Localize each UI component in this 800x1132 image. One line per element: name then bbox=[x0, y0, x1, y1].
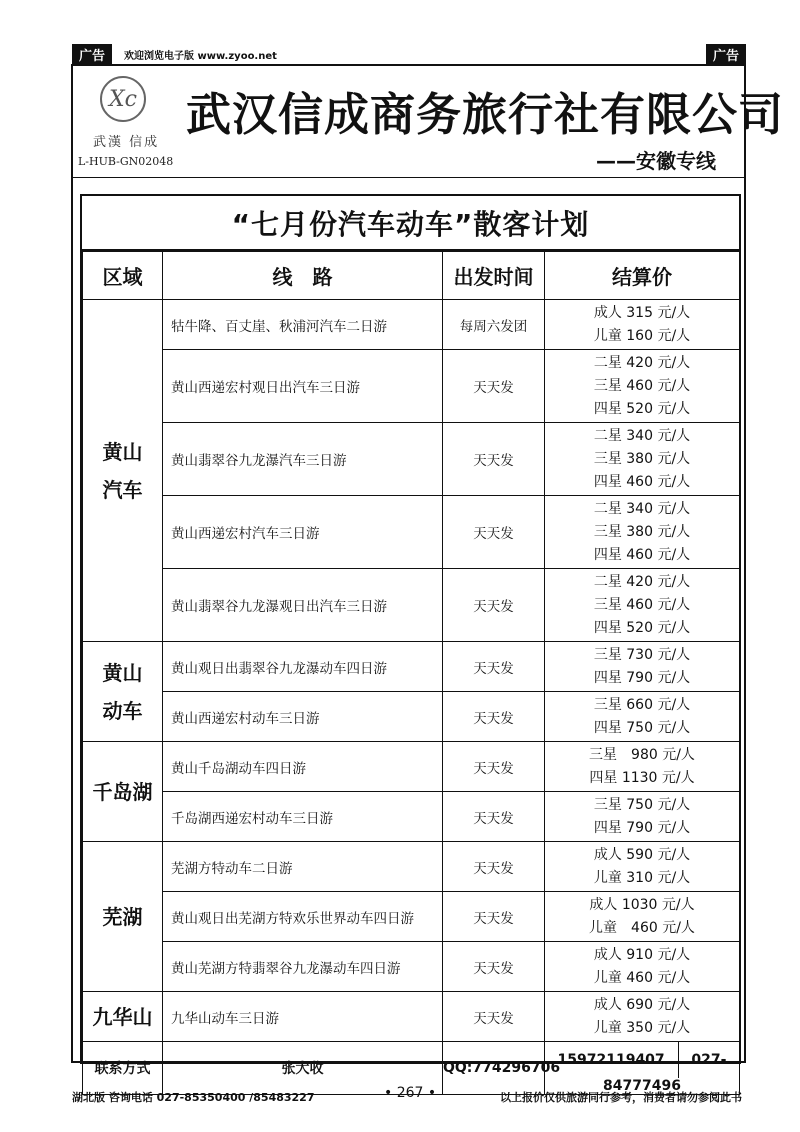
price-line: 四星 790 元/人 bbox=[593, 819, 691, 836]
price-line: 四星 460 元/人 bbox=[593, 546, 691, 563]
table-header-row bbox=[83, 252, 740, 300]
price-line: 三星 460 元/人 bbox=[593, 596, 691, 613]
price-line: 二星 340 元/人 bbox=[593, 500, 691, 517]
price-line: 三星 460 元/人 bbox=[593, 377, 691, 394]
departure-cell: 天天发 bbox=[443, 792, 545, 842]
price-line: 三星 660 元/人 bbox=[593, 696, 691, 713]
price-cell bbox=[545, 423, 740, 496]
contact-mobile: 15972119407 bbox=[557, 1052, 665, 1068]
price-line: 四星 520 元/人 bbox=[593, 619, 691, 636]
price-cell bbox=[545, 300, 740, 350]
departure-cell: 天天发 bbox=[443, 496, 545, 569]
departure-cell: 天天发 bbox=[443, 423, 545, 496]
table-row bbox=[83, 742, 740, 792]
ad-tag-left: 广告 bbox=[72, 44, 112, 64]
table-row bbox=[83, 942, 740, 992]
contact-qq: QQ:774296706 bbox=[443, 1042, 545, 1095]
price-line: 儿童 460 元/人 bbox=[593, 969, 691, 986]
plan-title: “七月份汽车动车”散客计划 bbox=[82, 196, 739, 251]
departure-cell: 天天发 bbox=[443, 692, 545, 742]
license-number: L-HUB-GN02048 bbox=[78, 155, 174, 168]
table-row bbox=[83, 350, 740, 423]
price-line: 三星 380 元/人 bbox=[593, 523, 691, 540]
table-row bbox=[83, 792, 740, 842]
departure-cell: 天天发 bbox=[443, 569, 545, 642]
price-line: 四星 520 元/人 bbox=[593, 400, 691, 417]
price-cell bbox=[545, 992, 740, 1042]
price-line: 四星 460 元/人 bbox=[593, 473, 691, 490]
price-line: 三星 980 元/人 bbox=[589, 746, 695, 763]
company-logo-icon: Xc bbox=[100, 76, 146, 122]
route-cell: 黄山翡翠谷九龙瀑观日出汽车三日游 bbox=[163, 569, 443, 642]
price-line: 儿童 350 元/人 bbox=[593, 1019, 691, 1036]
plan-body bbox=[83, 300, 740, 1042]
table-row bbox=[83, 569, 740, 642]
price-line: 三星 750 元/人 bbox=[593, 796, 691, 813]
page-number: • 267 • bbox=[384, 1085, 437, 1101]
price-line: 儿童 460 元/人 bbox=[589, 919, 695, 936]
route-cell: 黄山千岛湖动车四日游 bbox=[163, 742, 443, 792]
site-url[interactable]: 欢迎浏览电子版 www.zyoo.net bbox=[124, 51, 277, 62]
table-row bbox=[83, 642, 740, 692]
region-cell: 黄山 汽车 bbox=[83, 300, 163, 642]
price-line: 儿童 310 元/人 bbox=[593, 869, 691, 886]
departure-cell: 天天发 bbox=[443, 350, 545, 423]
route-cell: 黄山观日出芜湖方特欢乐世界动车四日游 bbox=[163, 892, 443, 942]
table-row bbox=[83, 423, 740, 496]
price-line: 成人 910 元/人 bbox=[593, 946, 691, 963]
price-line: 二星 420 元/人 bbox=[593, 354, 691, 371]
price-cell bbox=[545, 350, 740, 423]
price-line: 四星 750 元/人 bbox=[593, 719, 691, 736]
price-line: 二星 420 元/人 bbox=[593, 573, 691, 590]
table-row bbox=[83, 892, 740, 942]
departure-cell: 天天发 bbox=[443, 642, 545, 692]
price-cell bbox=[545, 569, 740, 642]
price-line: 三星 380 元/人 bbox=[593, 450, 691, 467]
departure-cell: 天天发 bbox=[443, 842, 545, 892]
plan-table bbox=[82, 251, 740, 1095]
region-cell: 千岛湖 bbox=[83, 742, 163, 842]
route-cell: 黄山西递宏村观日出汽车三日游 bbox=[163, 350, 443, 423]
route-cell: 芜湖方特动车二日游 bbox=[163, 842, 443, 892]
route-cell: 黄山芜湖方特翡翠谷九龙瀑动车四日游 bbox=[163, 942, 443, 992]
table-row bbox=[83, 842, 740, 892]
price-cell bbox=[545, 792, 740, 842]
contact-divider bbox=[678, 1042, 679, 1078]
price-line: 儿童 160 元/人 bbox=[593, 327, 691, 344]
price-line: 二星 340 元/人 bbox=[593, 427, 691, 444]
price-line: 四星 1130 元/人 bbox=[589, 769, 695, 786]
price-cell bbox=[545, 692, 740, 742]
header-price: 结算价 bbox=[545, 252, 740, 300]
departure-cell: 每周六发团 bbox=[443, 300, 545, 350]
ad-tag-right: 广告 bbox=[706, 44, 746, 64]
company-subtitle: ——安徽专线 bbox=[596, 149, 716, 173]
route-cell: 牯牛降、百丈崖、秋浦河汽车二日游 bbox=[163, 300, 443, 350]
price-cell bbox=[545, 892, 740, 942]
company-name: 武汉信成商务旅行社有限公司 bbox=[186, 88, 785, 141]
price-cell bbox=[545, 496, 740, 569]
price-line: 成人 315 元/人 bbox=[593, 304, 691, 321]
departure-cell: 天天发 bbox=[443, 992, 545, 1042]
route-cell: 黄山翡翠谷九龙瀑汽车三日游 bbox=[163, 423, 443, 496]
departure-cell: 天天发 bbox=[443, 742, 545, 792]
price-cell bbox=[545, 742, 740, 792]
contact-label: 联系方式 bbox=[83, 1042, 163, 1095]
price-cell bbox=[545, 642, 740, 692]
header-route: 线 路 bbox=[163, 252, 443, 300]
route-cell: 黄山观日出翡翠谷九龙瀑动车四日游 bbox=[163, 642, 443, 692]
table-row bbox=[83, 692, 740, 742]
header-departure: 出发时间 bbox=[443, 252, 545, 300]
region-cell: 九华山 bbox=[83, 992, 163, 1042]
price-line: 成人 1030 元/人 bbox=[589, 896, 695, 913]
price-cell bbox=[545, 942, 740, 992]
logo-text: 武漢 信成 bbox=[93, 135, 160, 150]
route-cell: 黄山西递宏村汽车三日游 bbox=[163, 496, 443, 569]
region-cell: 芜湖 bbox=[83, 842, 163, 992]
header-region: 区域 bbox=[83, 252, 163, 300]
footer-disclaimer: 以上报价仅供旅游同行参考，消费者请勿参阅此书 bbox=[500, 1091, 742, 1104]
price-cell bbox=[545, 842, 740, 892]
price-line: 成人 690 元/人 bbox=[593, 996, 691, 1013]
contact-phone: 027-84777496 bbox=[603, 1052, 727, 1094]
price-line: 三星 730 元/人 bbox=[593, 646, 691, 663]
footer-hotline: 湖北版 咨询电话 027-85350400 /85483227 bbox=[72, 1091, 315, 1104]
route-cell: 千岛湖西递宏村动车三日游 bbox=[163, 792, 443, 842]
region-cell: 黄山 动车 bbox=[83, 642, 163, 742]
price-line: 四星 790 元/人 bbox=[593, 669, 691, 686]
table-row bbox=[83, 496, 740, 569]
header-divider bbox=[72, 177, 745, 178]
route-cell: 九华山动车三日游 bbox=[163, 992, 443, 1042]
table-row bbox=[83, 992, 740, 1042]
departure-cell: 天天发 bbox=[443, 942, 545, 992]
departure-cell: 天天发 bbox=[443, 892, 545, 942]
price-line: 成人 590 元/人 bbox=[593, 846, 691, 863]
table-row bbox=[83, 300, 740, 350]
contact-person: 张大收 bbox=[163, 1042, 443, 1095]
route-cell: 黄山西递宏村动车三日游 bbox=[163, 692, 443, 742]
contact-phones bbox=[545, 1042, 740, 1095]
